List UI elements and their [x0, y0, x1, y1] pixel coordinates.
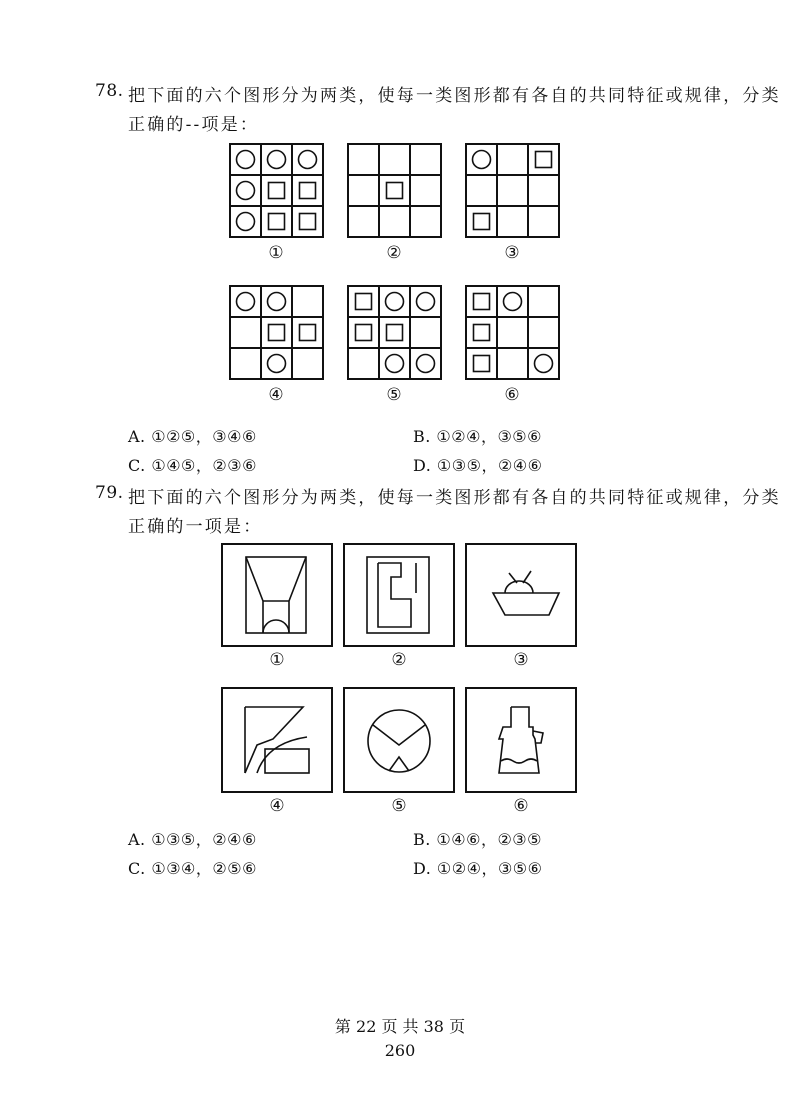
- circle-shape: [473, 151, 491, 169]
- square-shape: [387, 325, 403, 341]
- circle-shape: [237, 151, 255, 169]
- circle-shape: [268, 293, 286, 311]
- square-shape: [300, 325, 316, 341]
- q78-option-b[interactable]: B. ①②④，③⑤⑥: [413, 427, 542, 446]
- circle-shape: [237, 182, 255, 200]
- q78-label-6: ⑥: [504, 385, 520, 405]
- square-shape: [269, 325, 285, 341]
- square-shape: [474, 294, 490, 310]
- circle-shape: [237, 293, 255, 311]
- q79-figure-4: [221, 687, 333, 793]
- grid-frame: [466, 286, 559, 379]
- q78-figure-4: [229, 285, 324, 380]
- q79-option-b[interactable]: B. ①④⑥，②③⑤: [413, 830, 542, 849]
- circle-shape: [386, 355, 404, 373]
- q79-label-1: ①: [269, 650, 285, 670]
- square-shape: [356, 325, 372, 341]
- q79-figure-3: [465, 543, 577, 647]
- square-shape: [387, 183, 403, 199]
- q78-option-c[interactable]: C. ①④⑤，②③⑥: [128, 456, 257, 475]
- circle-shape: [299, 151, 317, 169]
- q79-figure-1: [221, 543, 333, 647]
- q79-label-3: ③: [513, 650, 529, 670]
- q78-option-d[interactable]: D. ①③⑤，②④⑥: [413, 456, 543, 475]
- square-shape: [269, 214, 285, 230]
- grid-frame: [230, 286, 323, 379]
- square-shape: [269, 183, 285, 199]
- q78-label-2: ②: [386, 243, 402, 263]
- page-info: 第 22 页 共 38 页: [334, 1017, 466, 1036]
- circle-shape: [268, 355, 286, 373]
- square-shape: [536, 152, 552, 168]
- square-shape: [300, 183, 316, 199]
- q78-figure-2: [347, 143, 442, 238]
- circle-shape: [386, 293, 404, 311]
- circle-shape: [268, 151, 286, 169]
- q79-option-a[interactable]: A. ①③⑤，②④⑥: [128, 830, 257, 849]
- square-shape: [300, 214, 316, 230]
- q79-number: 79.: [95, 483, 124, 503]
- q79-label-6: ⑥: [513, 796, 529, 816]
- circle-shape: [417, 355, 435, 373]
- grid-frame: [348, 286, 441, 379]
- circle-shape: [417, 293, 435, 311]
- circle-shape: [535, 355, 553, 373]
- q79-option-c[interactable]: C. ①③④，②⑤⑥: [128, 859, 257, 878]
- q78-label-5: ⑤: [386, 385, 402, 405]
- circle-shape: [237, 213, 255, 231]
- q78-figure-5: [347, 285, 442, 380]
- q78-option-a[interactable]: A. ①②⑤，③④⑥: [128, 427, 257, 446]
- page-number: 260: [384, 1041, 416, 1060]
- q78-text-line1: 把下面的六个图形分为两类，使每一类图形都有各自的共同特征或规律，分类: [128, 86, 781, 106]
- square-shape: [474, 356, 490, 372]
- q79-text-line1: 把下面的六个图形分为两类，使每一类图形都有各自的共同特征或规律，分类: [128, 488, 781, 508]
- q79-text-line2: 正确的一项是：: [128, 517, 263, 537]
- q79-figure-5: [343, 687, 455, 793]
- q78-figure-1: [229, 143, 324, 238]
- circle-shape: [504, 293, 522, 311]
- q78-label-1: ①: [268, 243, 284, 263]
- grid-frame: [230, 144, 323, 237]
- square-shape: [474, 214, 490, 230]
- grid-frame: [348, 144, 441, 237]
- square-shape: [356, 294, 372, 310]
- q79-label-2: ②: [391, 650, 407, 670]
- q78-label-4: ④: [268, 385, 284, 405]
- grid-frame: [466, 144, 559, 237]
- q78-number: 78.: [95, 81, 124, 101]
- q78-label-3: ③: [504, 243, 520, 263]
- q79-label-4: ④: [269, 796, 285, 816]
- q79-figure-6: [465, 687, 577, 793]
- q79-option-d[interactable]: D. ①②④，③⑤⑥: [413, 859, 543, 878]
- q79-label-5: ⑤: [391, 796, 407, 816]
- q78-figure-6: [465, 285, 560, 380]
- q79-figure-2: [343, 543, 455, 647]
- q78-figure-3: [465, 143, 560, 238]
- q78-text-line2: 正确的--项是：: [128, 115, 260, 135]
- square-shape: [474, 325, 490, 341]
